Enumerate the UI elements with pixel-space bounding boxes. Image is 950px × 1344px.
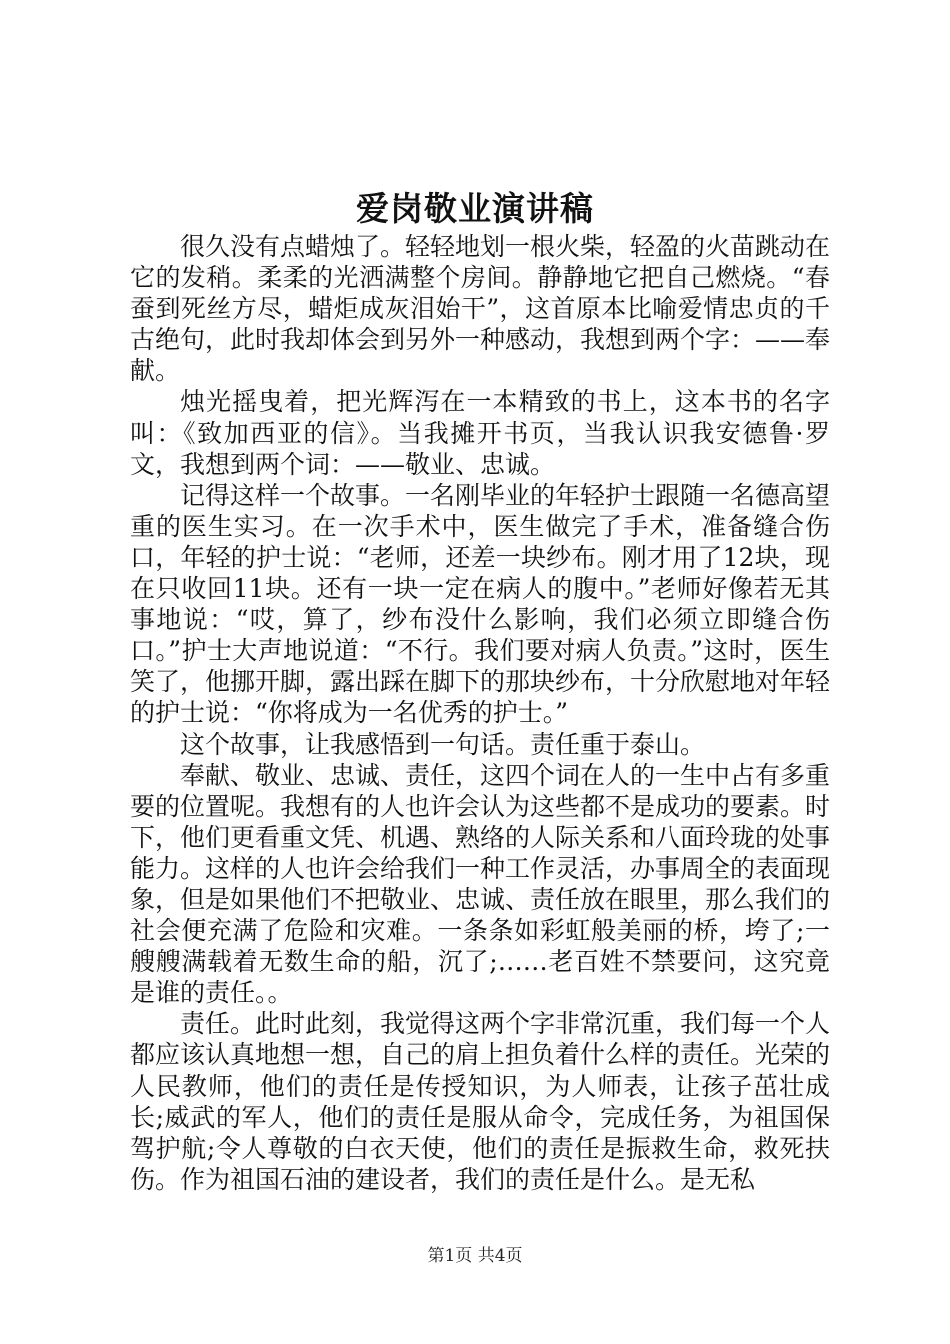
paragraph: 记得这样一个故事。一名刚毕业的年轻护士跟随一名德高望重的医生实习。在一次手术中，医生做完了手术，准备缝合伤口，年轻的护士说：“老师，还差一块纱布。刚才用了12块，现在只收回11块。还有一块一定在病人的腹中。”老师好像若无其事地说：“哎，算了，纱布没什么影响，我们必须立即缝合伤口。”护士大声地说道：“不行。我们要对病人负责。”这时，医生笑了，他挪开脚，露出踩在脚下的那块纱布，十分欣慰地对年轻的护士说：“你将成为一名优秀的护士。” — [130, 480, 831, 728]
document-body — [130, 231, 830, 1195]
paragraph: 责任。此时此刻，我觉得这两个字非常沉重，我们每一个人都应该认真地想一想，自己的肩上担负着什么样的责任。光荣的人民教师，他们的责任是传授知识，为人师表，让孩子茁壮成长;威武的军人，他们的责任是服从命令，完成任务，为祖国保驾护航;令人尊敬的白衣天使，他们的责任是振救生命，救死扶伤。作为祖国石油的建设者，我们的责任是什么。是无私 — [130, 1009, 831, 1194]
paragraph: 奉献、敬业、忠诚、责任，这四个词在人的一生中占有多重要的位置呢。我想有的人也许会认为这些都不是成功的要素。时下，他们更看重文凭、机遇、熟络的人际关系和八面玲珑的处事能力。这样的人也许会给我们一种工作灵活，办事周全的表面现象，但是如果他们不把敬业、忠诚、责任放在眼里，那么我们的社会便充满了危险和灾难。一条条如彩虹般美丽的桥，垮了;一艘艘满载着无数生命的船，沉了;……老百姓不禁要问，这究竟是谁的责任。。 — [130, 760, 831, 1008]
paragraph: 烛光摇曳着，把光辉泻在一本精致的书上，这本书的名字叫：《致加西亚的信》。当我摊开书页，当我认识我安德鲁·罗文，我想到两个词：——敬业、忠诚。 — [130, 387, 830, 479]
page-footer: 第1页 共4页 — [427, 1246, 523, 1266]
paragraph: 这个故事，让我感悟到一句话。责任重于泰山。 — [180, 729, 706, 759]
document-title: 爱岗敬业演讲稿 — [356, 189, 594, 228]
paragraph: 很久没有点蜡烛了。轻轻地划一根火柴，轻盈的火苗跳动在它的发稍。柔柔的光洒满整个房间。静静地它把自己燃烧。“春蚕到死丝方尽，蜡炬成灰泪始干”，这首原本比喻爱情忠贞的千古绝句，此时我却体会到另外一种感动，我想到两个字：——奉献。 — [130, 232, 831, 386]
